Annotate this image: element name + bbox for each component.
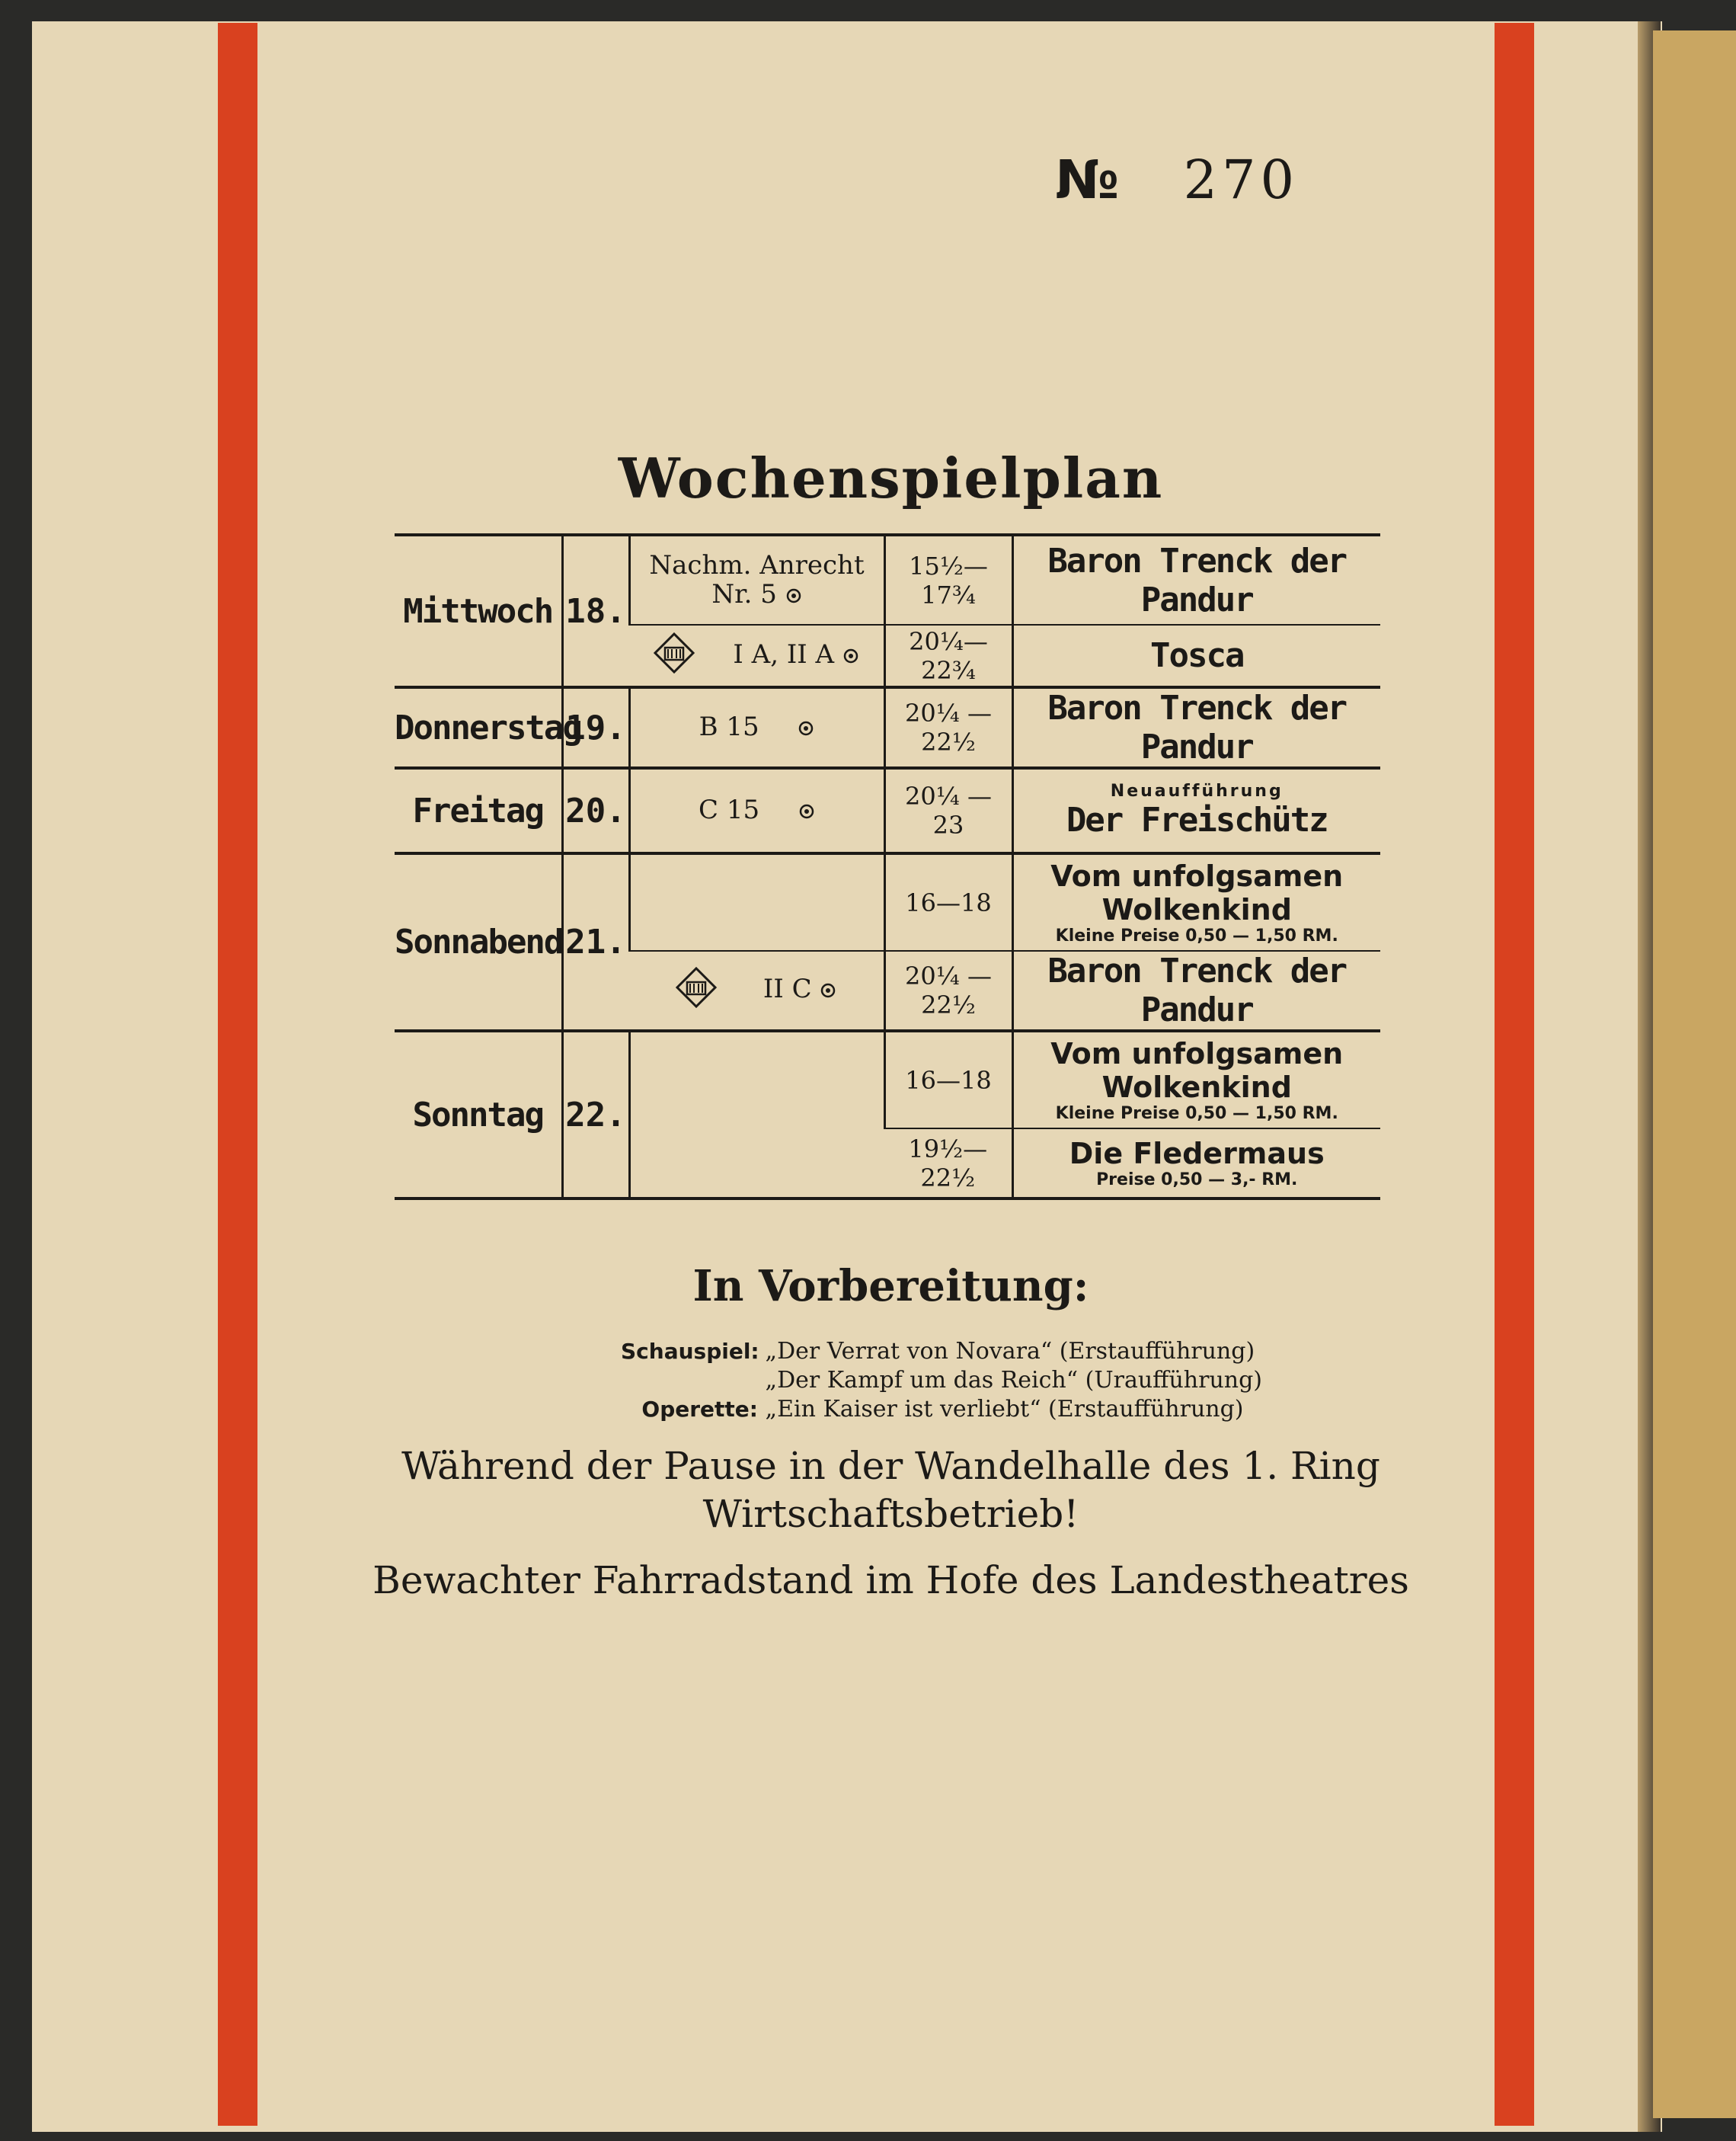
play-title: „Ein Kaiser ist verliebt“ (Erstaufführung) xyxy=(765,1396,1244,1423)
next-page-edge xyxy=(1653,30,1736,2118)
show-cell: Tosca xyxy=(1012,625,1380,687)
subscription-cell xyxy=(629,687,884,768)
number-sign: № xyxy=(1055,149,1124,211)
category-label: Schauspiel: xyxy=(621,1339,759,1364)
number-value: 270 xyxy=(1183,149,1300,211)
time-cell xyxy=(884,853,1012,951)
notice-catering: Wirtschaftsbetrieb! xyxy=(702,1492,1079,1536)
day-cell: Donnerstag xyxy=(395,687,562,768)
time-start: 16—18 xyxy=(905,888,992,917)
time-start: 16—18 xyxy=(905,1065,992,1095)
time-end: 22½ xyxy=(921,990,976,1019)
circle-dot-icon xyxy=(842,642,859,670)
category-label: Operette: xyxy=(641,1397,758,1422)
notice-bicycle: Bewachter Fahrradstand im Hofe des Landestheatres xyxy=(372,1558,1409,1602)
circle-dot-icon xyxy=(798,714,814,743)
show-note: Neuaufführung xyxy=(1110,782,1284,801)
time-start: 19½— xyxy=(908,1134,988,1163)
time-end: 23 xyxy=(932,811,964,840)
subscription-cell xyxy=(629,951,884,1031)
list-item xyxy=(621,1337,1262,1366)
subscription-cell xyxy=(629,1031,884,1199)
subscription-text: I A, II A xyxy=(733,638,835,670)
subscription-cell xyxy=(629,768,884,853)
circle-dot-icon xyxy=(798,797,815,826)
time-cell xyxy=(884,625,1012,687)
play-title: „Der Verrat von Novara“ (Erstaufführung) xyxy=(765,1338,1255,1365)
day-cell: Mittwoch xyxy=(395,535,562,687)
time-end: 22½ xyxy=(921,728,976,757)
play-title: „Der Kampf um das Reich“ (Uraufführung) xyxy=(765,1367,1263,1394)
subscription-cell xyxy=(629,535,884,625)
time-start: 20¼ — xyxy=(905,962,992,990)
date-cell: 19. xyxy=(562,687,629,768)
date-cell: 18. xyxy=(562,535,629,687)
page-number xyxy=(1055,149,1299,211)
subscription-cell xyxy=(629,853,884,951)
show-title: Der Freischütz xyxy=(1066,801,1328,840)
notice-pause: Während der Pause in der Wandelhalle des 1. Ring xyxy=(401,1444,1380,1488)
time-start: 15½— xyxy=(909,551,988,581)
preparation-title: In Vorbereitung: xyxy=(692,1261,1089,1311)
theatre-emblem-icon xyxy=(676,967,717,1014)
theatre-emblem-icon xyxy=(654,632,695,680)
table-row xyxy=(395,687,1380,768)
subscription-cell xyxy=(629,625,884,687)
time-end: 22¾ xyxy=(921,655,976,685)
preparation-list xyxy=(621,1337,1262,1424)
subscription-text: B 15 xyxy=(699,712,759,742)
date-cell: 22. xyxy=(562,1031,629,1199)
day-cell: Sonnabend xyxy=(395,853,562,1031)
show-cell xyxy=(1012,1031,1380,1128)
show-cell xyxy=(1012,768,1380,853)
time-cell xyxy=(884,535,1012,625)
table-row xyxy=(395,768,1380,853)
time-start: 20¼— xyxy=(909,626,988,656)
time-start: 20¼ — xyxy=(905,782,992,811)
time-cell xyxy=(884,687,1012,768)
show-price: Preise 0,50 — 3,- RM. xyxy=(1096,1170,1298,1189)
time-end: 17¾ xyxy=(921,580,976,610)
table-row xyxy=(395,535,1380,625)
left-red-stripe xyxy=(218,23,257,2126)
table-row xyxy=(395,853,1380,951)
show-cell: Baron Trenck der Pandur xyxy=(1012,951,1380,1031)
time-end: 22½ xyxy=(920,1163,976,1192)
list-item xyxy=(621,1366,1262,1395)
schedule-table xyxy=(395,533,1380,1200)
show-title: Vom unfolgsamen Wolkenkind xyxy=(1050,1037,1344,1104)
show-cell xyxy=(1012,1128,1380,1199)
show-price: Kleine Preise 0,50 — 1,50 RM. xyxy=(1055,1104,1338,1123)
time-cell xyxy=(884,1031,1012,1128)
list-item xyxy=(621,1395,1262,1424)
day-cell: Freitag xyxy=(395,768,562,853)
time-cell xyxy=(884,768,1012,853)
show-cell: Baron Trenck der Pandur xyxy=(1012,535,1380,625)
circle-dot-icon xyxy=(820,976,836,1005)
table-row xyxy=(395,1031,1380,1128)
show-title: Die Fledermaus xyxy=(1069,1137,1325,1170)
time-cell xyxy=(884,951,1012,1031)
show-cell: Baron Trenck der Pandur xyxy=(1012,687,1380,768)
day-cell: Sonntag xyxy=(395,1031,562,1199)
right-red-stripe xyxy=(1495,23,1534,2126)
time-start: 20¼ — xyxy=(905,699,992,728)
show-cell xyxy=(1012,853,1380,951)
show-price: Kleine Preise 0,50 — 1,50 RM. xyxy=(1055,926,1338,946)
subscription-text: Nachm. Anrecht Nr. 5 xyxy=(649,549,865,610)
date-cell: 21. xyxy=(562,853,629,1031)
circle-dot-icon xyxy=(785,581,802,610)
show-title: Vom unfolgsamen Wolkenkind xyxy=(1050,859,1344,926)
subscription-text: C 15 xyxy=(699,795,760,825)
page-title: Wochenspielplan xyxy=(618,446,1164,510)
subscription-text: II C xyxy=(762,974,812,1004)
date-cell: 20. xyxy=(562,768,629,853)
time-cell xyxy=(884,1128,1012,1199)
